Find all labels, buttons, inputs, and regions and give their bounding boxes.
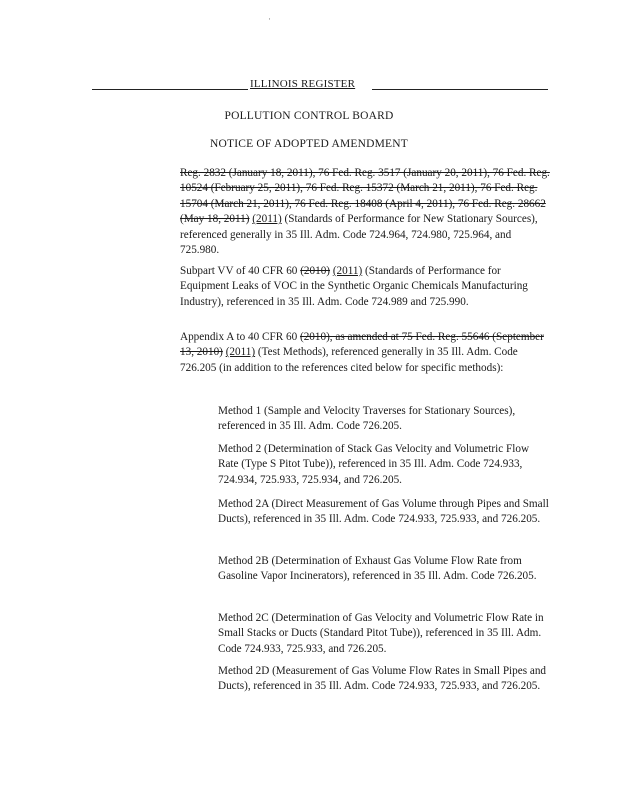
deleted-text: (2010), as amended at 75 Fed. Reg. 55646 (September 13, 2010) [180, 331, 544, 359]
paragraph-nsps-references: Reg. 2832 (January 18, 2011), 76 Fed. Reg. 3517 (January 20, 2011), 76 Fed. Reg. 10524 (February 25, 2011), 76 Fed. Reg. 15372 (March 21, 2011), 76 Fed. Reg. 15704 (March 21, 2011), 76 Fed. Reg. 18408 (April 4, 2011), 76 Fed. Reg. 28662 (May 18, 2011) (2011) (Standards of Performance for New Stationary Sources), referenced generally in 35 Ill. Adm. Code 724.964, 724.980, 725.964, and 725.980. [180, 167, 550, 257]
deleted-text: (2010) [300, 265, 331, 277]
board-name: POLLUTION CONTROL BOARD [224, 110, 394, 122]
header-rule-right [372, 89, 548, 90]
method-1: Method 1 (Sample and Velocity Traverses for Stationary Sources), referenced in 35 Ill. Adm. Code 726.205. [218, 405, 516, 433]
notice-title: NOTICE OF ADOPTED AMENDMENT [209, 138, 409, 150]
inserted-text: (2011) [252, 213, 282, 226]
method-2c: Method 2C (Determination of Gas Velocity and Volumetric Flow Rate in Small Stacks or Ducts (Standard Pitot Tube)), referenced in 35 Ill. Adm. Code 724.933, 725.933, and 726.205. [218, 612, 544, 655]
method-2: Method 2 (Determination of Stack Gas Velocity and Volumetric Flow Rate (Type S Pitot Tube)), referenced in 35 Ill. Adm. Code 724.933, 724.934, 725.933, 725.934, and 726.205. [218, 443, 530, 486]
method-2b: Method 2B (Determination of Exhaust Gas Volume Flow Rate from Gasoline Vapor Incinerators), referenced in 35 Ill. Adm. Code 726.205. [218, 555, 537, 583]
inserted-text: (2011) [225, 346, 256, 359]
paragraph-appendix-a: Appendix A to 40 CFR 60 (2010), as amended at 75 Fed. Reg. 55646 (September 13, 2010) (2011) (Test Methods), referenced generally in 35 Ill. Adm. Code 726.205 (in addition to the references cited below for specific methods): [180, 331, 544, 374]
method-2a: Method 2A (Direct Measurement of Gas Volume through Pipes and Small Ducts), referenced in 35 Ill. Adm. Code 724.933, 725.933, and 726.205. [218, 498, 549, 526]
register-title: ILLINOIS REGISTER [250, 78, 356, 90]
header-rule-left [92, 89, 248, 90]
paragraph-subpart-vv: Subpart VV of 40 CFR 60 (2010) (2011) (Standards of Performance for Equipment Leaks of VOC in the Synthetic Organic Chemicals Manufacturing Industry), referenced in 35 Ill. Adm. Code 724.989 and 725.990. [180, 265, 528, 308]
stray-mark: · [268, 14, 271, 24]
deleted-text: Reg. 2832 (January 18, 2011), 76 Fed. Reg. 3517 (January 20, 2011), 76 Fed. Reg. 10524 (February 25, 2011), 76 Fed. Reg. 15372 (March 21, 2011), 76 Fed. Reg. 15704 (March 21, 2011), 76 Fed. Reg. 18408 (April 4, 2011), 76 Fed. Reg. 28662 (May 18, 2011) [180, 167, 550, 226]
inserted-text: (2011) [332, 265, 363, 277]
method-2d: Method 2D (Measurement of Gas Volume Flow Rates in Small Pipes and Ducts), referenced in 35 Ill. Adm. Code 724.933, 725.933, and 726.205. [218, 665, 547, 693]
